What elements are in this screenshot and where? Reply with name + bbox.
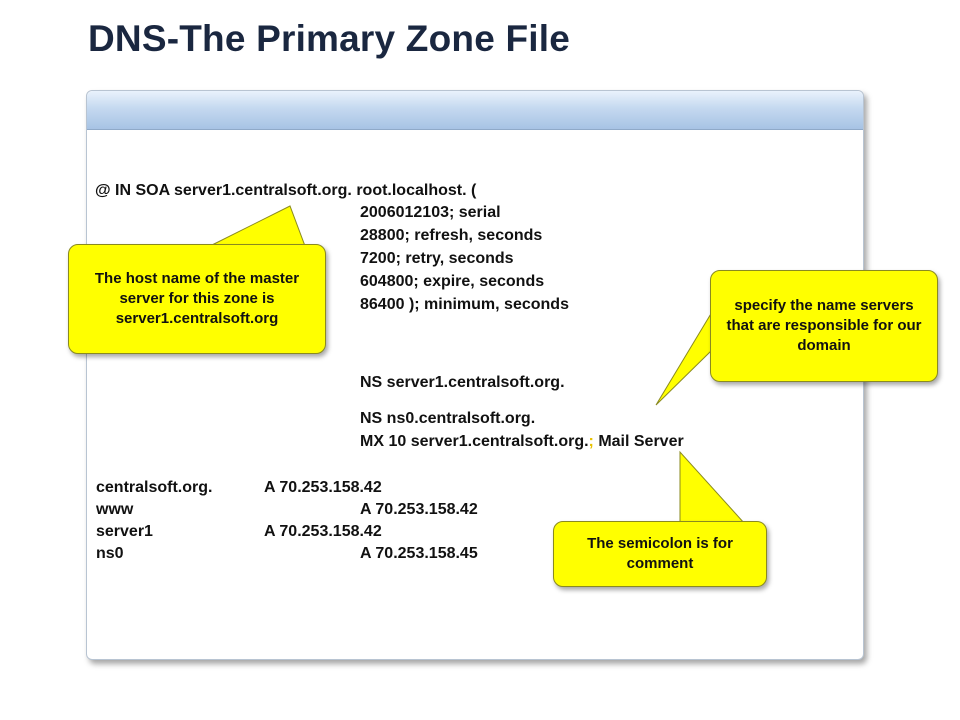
host-name-callout-pointer [210, 206, 305, 246]
ns-record-server1: NS server1.centralsoft.org. [360, 374, 565, 391]
a-record-name: ns0 [96, 545, 124, 562]
a-record-name: www [96, 501, 134, 518]
ns-record-ns0: NS ns0.centralsoft.org. [360, 410, 536, 427]
a-record-value: A 70.253.158.42 [264, 479, 382, 496]
mx-comment: Mail Server [593, 433, 684, 450]
soa-serial: 2006012103; serial [360, 204, 501, 221]
semicolon-callout-pointer [680, 452, 745, 524]
soa-expire: 604800; expire, seconds [360, 273, 545, 290]
a-record-name: centralsoft.org. [96, 479, 213, 496]
a-record-name: server1 [96, 523, 153, 540]
name-servers-callout-pointer [656, 312, 712, 405]
mx-semicolon: ; [588, 433, 594, 450]
a-record-value: A 70.253.158.42 [360, 501, 478, 518]
soa-line: @ IN SOA server1.centralsoft.org. root.localhost. ( [95, 182, 477, 199]
soa-minimum: 86400 ); minimum, seconds [360, 296, 569, 313]
a-record-value: A 70.253.158.45 [360, 545, 478, 562]
slide-title: DNS-The Primary Zone File [88, 18, 570, 59]
soa-retry: 7200; retry, seconds [360, 250, 514, 267]
a-record-value: A 70.253.158.42 [264, 523, 382, 540]
semicolon-callout: The semicolon is for comment [553, 521, 767, 587]
host-name-callout: The host name of the master server for this zone is server1.centralsoft.org [68, 244, 326, 354]
name-servers-callout: specify the name servers that are responsible for our domain [710, 270, 938, 382]
soa-refresh: 28800; refresh, seconds [360, 227, 543, 244]
mx-record-host: MX 10 server1.centralsoft.org. [360, 433, 589, 450]
